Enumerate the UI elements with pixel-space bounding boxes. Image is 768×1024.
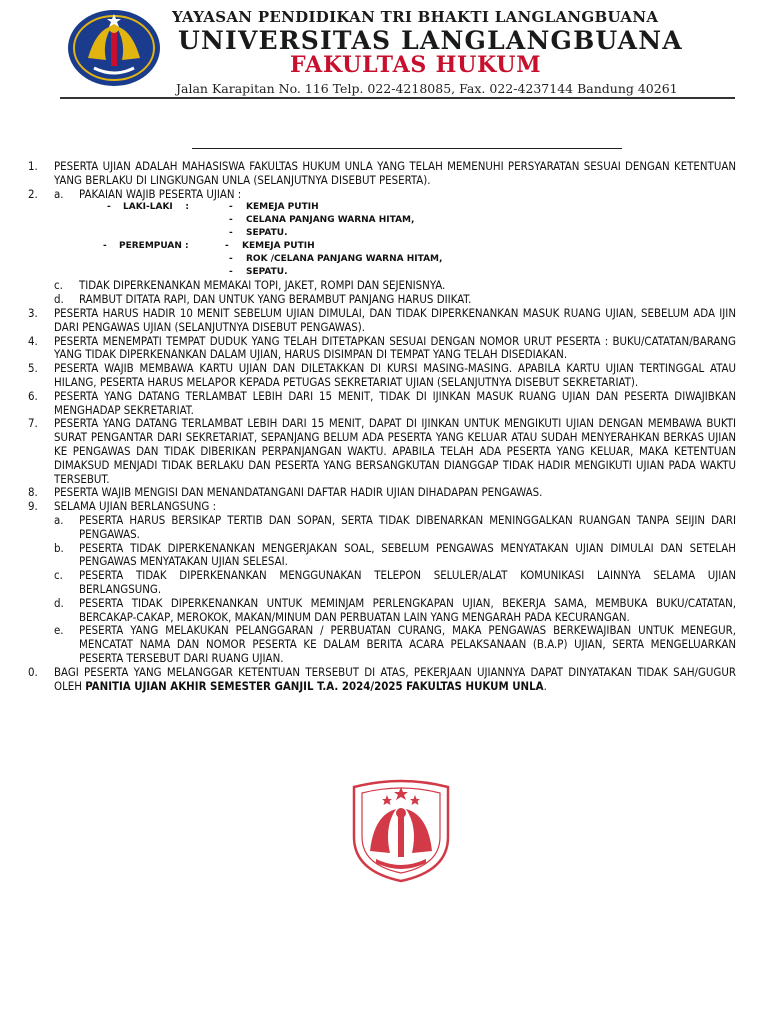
rule-9b: b. PESERTA TIDAK DIPERKENANKAN MENGERJAKAN SOAL, SEBELUM PENGAWAS MENYATAKAN UJIAN DIMULAI DAN SETELAH PENGAWAS MENYATAKAN UJIAN SELESAI. xyxy=(54,540,736,569)
rule-9e: e. PESERTA YANG MELAKUKAN PELANGGARAN / PERBUATAN CURANG, MAKA PENGAWAS BERKEWAJIBAN UNTUK MENEGUR, MENCATAT NAMA DAN NOMOR PESERTA KE DALAM BERITA ACARA PELAKSANAAN (B.A.P) UJIAN, SERTA MENGELUARKAN PESERTA TERSEBUT DARI RUANG UJIAN. xyxy=(54,623,736,665)
university-logo xyxy=(66,8,162,88)
rule-item-7: 7. PESERTA YANG DATANG TERLAMBAT LEBIH DARI 15 MENIT, DAPAT DI IJINKAN UNTUK MENGIKUTI UJIAN DENGAN MEMBAWA BUKTI SURAT PENGANTAR DARI SEKRETARIAT, SEPANJANG BELUM ADA PESERTA YANG KELUAR ATAU SUDAH MENYERAHKAN BERKAS UJIAN KE PENGAWAS DAN TIDAK DIBERIKAN PERPANJANGAN WAKTU. APABILA TELAH ADA PESERTA YANG KELUAR, MAKA KETENTUAN DIMAKSUD MENJADI TIDAK BERLAKU DAN PESERTA YANG BERSANGKUTAN DIANGGAP TIDAK HADIR MENGIKUTI UJIAN PADA WAKTU TERSEBUT. xyxy=(28,416,736,486)
rule-item-4: 4. PESERTA MENEMPATI TEMPAT DUDUK YANG TELAH DITETAPKAN SESUAI DENGAN NOMOR URUT PESERTA : BUKU/CATATAN/BARANG YANG TIDAK DIPERKENANKAN DALAM UJIAN, HARUS DISIMPAN DI TEMPAT YANG TELAH DISEDIAKAN. xyxy=(28,333,736,362)
rule-item-5: 5. PESERTA WAJIB MEMBAWA KARTU UJIAN DAN DILETAKKAN DI KURSI MASING-MASING. APABILA KARTU UJIAN TERTINGGAL ATAU HILANG, PESERTA HARUS MELAPOR KEPADA PETUGAS SEKRETARIAT UJIAN (SELANJUTNYA DISEBUT SEKRETARIAT). xyxy=(28,361,736,389)
rule-item-3: 3. PESERTA HARUS HADIR 10 MENIT SEBELUM UJIAN DIMULAI, DAN TIDAK DIPERKENANKAN MASUK RUANG UJIAN, SEBELUM ADA IJIN DARI PENGAWAS UJIAN (SELANJUTNYA DISEBUT PENGAWAS). xyxy=(28,305,736,334)
foundation-name: YAYASAN PENDIDIKAN TRI BHAKTI LANGLANGBUANA xyxy=(172,8,659,26)
dress-row: - CELANA PANJANG WARNA HITAM, xyxy=(229,215,415,226)
title-divider xyxy=(192,148,622,149)
rule-9c: c. PESERTA TIDAK DIPERKENANKAN MENGGUNAKAN TELEPON SELULER/ALAT KOMUNIKASI LAINNYA SELAMA UJIAN BERLANGSUNG. xyxy=(54,568,736,596)
letterhead-divider xyxy=(60,97,735,99)
rule-item-8: 8. PESERTA WAJIB MENGISI DAN MENANDATANGANI DAFTAR HADIR UJIAN DIHADAPAN PENGAWAS. xyxy=(28,485,543,500)
rules-list xyxy=(28,160,736,693)
faculty-name: FAKULTAS HUKUM xyxy=(290,52,542,78)
university-name: UNIVERSITAS LANGLANGBUANA xyxy=(178,26,683,55)
dress-code-list xyxy=(28,201,736,279)
committee-name: PANITIA UJIAN AKHIR SEMESTER GANJIL T.A. 2024/2025 FAKULTAS HUKUM UNLA xyxy=(85,678,544,693)
rule-item-10: 0. BAGI PESERTA YANG MELANGGAR KETENTUAN TERSEBUT DI ATAS, PEKERJAAN UJIANNYA DAPAT DINYATAKAN TIDAK SAH/GUGUR OLEH PANITIA UJIAN AKHIR SEMESTER GANJIL T.A. 2024/2025 FAKULTAS HUKUM UNLA. xyxy=(28,664,736,693)
address: Jalan Karapitan No. 116 Telp. 022-4218085, Fax. 022-4237144 Bandung 40261 xyxy=(176,81,678,96)
letterhead xyxy=(0,0,768,100)
dress-row: - ROK /CELANA PANJANG WARNA HITAM, xyxy=(229,254,443,265)
dress-row: - SEPATU. xyxy=(229,267,288,278)
dress-row: - SEPATU. xyxy=(229,228,288,239)
rule-2d: d. RAMBUT DITATA RAPI, DAN UNTUK YANG BERAMBUT PANJANG HARUS DIIKAT. xyxy=(54,292,472,307)
rule-9d: d. PESERTA TIDAK DIPERKENANKAN UNTUK MEMINJAM PERLENGKAPAN UJIAN, BEKERJA SAMA, MEMBUKA BUKU/CATATAN, BERCAKAP-CAKAP, MEROKOK, MAKAN/MINUM DAN PERBUATAN LAIN YANG MENGARAH PADA KECURANGAN. xyxy=(54,595,736,624)
rule-item-1: 1. PESERTA UJIAN ADALAH MAHASISWA FAKULTAS HUKUM UNLA YANG TELAH MEMENUHI PERSYARATAN SESUAI DENGAN KETENTUAN YANG BERLAKU DI LINGKUNGAN UNLA (SELANJUTNYA DISEBUT PESERTA). xyxy=(28,159,736,187)
dress-row: - PEREMPUAN : - KEMEJA PUTIH xyxy=(103,241,315,252)
rule-2c: c. TIDAK DIPERKENANKAN MEMAKAI TOPI, JAKET, ROMPI DAN SEJENISNYA. xyxy=(54,278,446,293)
rule-item-6: 6. PESERTA YANG DATANG TERLAMBAT LEBIH DARI 15 MENIT, TIDAK DI IJINKAN MASUK RUANG UJIAN DAN PESERTA DIWAJIBKAN MENGHADAP SEKRETARIAT. xyxy=(28,388,736,417)
dress-row: - LAKI-LAKI : - KEMEJA PUTIH xyxy=(107,202,319,213)
faculty-stamp-seal xyxy=(340,775,462,883)
rule-item-9: 9. SELAMA UJIAN BERLANGSUNG : xyxy=(28,499,217,514)
rule-item-2: 2. a. PAKAIAN WAJIB PESERTA UJIAN : xyxy=(28,186,242,201)
rule-9a: a. PESERTA HARUS BERSIKAP TERTIB DAN SOPAN, SERTA TIDAK DIBENARKAN MENINGGALKAN RUANGAN TANPA SEIJIN DARI PENGAWAS. xyxy=(54,512,736,541)
